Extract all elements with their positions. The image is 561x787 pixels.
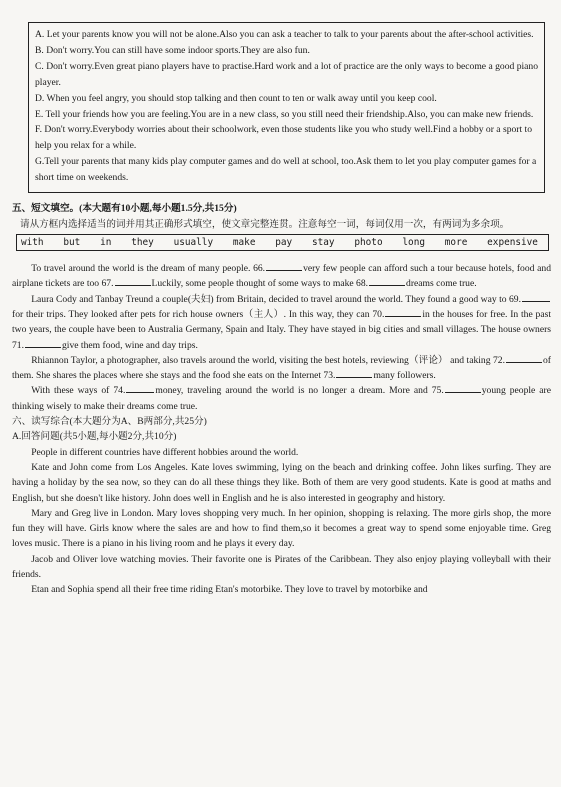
option-c: C. Don't worry.Even great piano players have to practise.Hard work and a lot of practice are the only ways to become a good piano player.	[35, 60, 539, 88]
section-6-heading: 六、读写综合(本大题分为A、B两部分,共25分)	[12, 416, 207, 428]
blank-72[interactable]	[506, 353, 542, 363]
option-b: B. Don't worry.You can still have some indoor sports.They are also fun.	[35, 44, 310, 56]
word-item: but	[63, 237, 81, 249]
blank-70[interactable]	[385, 307, 421, 317]
blank-67[interactable]	[115, 276, 151, 286]
section-5-heading: 五、短文填空。(本大题有10小题,每小题1.5分,共15分)	[12, 203, 237, 215]
blank-69[interactable]	[522, 292, 550, 302]
word-item: stay	[312, 237, 335, 249]
word-item: photo	[354, 237, 383, 249]
blank-75[interactable]	[445, 383, 481, 393]
word-item: in	[100, 237, 112, 249]
reading-paragraph: People in different countries have different hobbies around the world.	[31, 446, 299, 458]
reading-paragraph: Jacob and Oliver love watching movies. Their favorite one is Pirates of the Caribbean. They also enjoy playing volleyball with their friends.	[12, 553, 551, 580]
word-item: long	[402, 237, 425, 249]
word-item: they	[131, 237, 154, 249]
option-d: D. When you feel angry, you should stop talking and then count to ten or walk away until you keep cool.	[35, 92, 437, 104]
passage-paragraph-1: To travel around the world is the dream of many people. 66. very few people can afford such a tour because hotels, food and airplane tickets are too 67. Luckily, some people thought of some ways to make 68. dreams come true.	[12, 263, 551, 290]
options-box	[28, 22, 545, 193]
word-item: more	[444, 237, 468, 249]
option-e: E. Tell your friends how you are feeling.You are in a new class, so you still need their friendship.Also, you can make new friends.	[35, 108, 534, 120]
blank-73[interactable]	[336, 368, 372, 378]
blank-68[interactable]	[369, 276, 405, 286]
reading-paragraph: Mary and Greg live in London. Mary loves shopping very much. In her opinion, shopping is relaxing. The more girls shop, the more fun they will have. Girls know where the sales are and how to find them,so it becomes a great way to spend some enjoyable time. Greg loves music. There is a piano in his living room and he plays it every day.	[12, 507, 551, 550]
word-item: usually	[173, 237, 214, 249]
reading-paragraph: Etan and Sophia spend all their free time riding Etan's motorbike. They love to travel by motorbike and	[31, 584, 428, 596]
blank-66[interactable]	[266, 261, 302, 271]
passage-paragraph-2: Laura Cody and Tanbay Treund a couple(夫妇) from Britain, decided to travel around the world. They found a good way to 69.for their trips. They looked after pets for rich house owners（主人）. In this way, they can 70. in the houses for free. In the past two years, the couple have been to Australia Germany, Spain and Italy. They have stayed in big cities and small villages. The house owners 71. give them food, wine and day trips.	[12, 293, 551, 351]
passage-paragraph-3: Rhiannon Taylor, a photographer, also travels around the world, visiting the best hotels, reviewing（评论） and taking 72. of them. She shares the places where she stays and the food she eats on the Internet 73. many followers.	[12, 354, 551, 382]
section-5-instruction: 请从方框内选择适当的词并用其正确形式填空，使文章完整连贯。注意每空一词，每词仅用一次，有两词为多余项。	[20, 218, 510, 230]
word-item: with	[21, 237, 44, 249]
passage-paragraph-4: With these ways of 74. money, traveling around the world is no longer a dream. More and 75. young people are thinking wisely to make their dreams come true.	[12, 385, 551, 412]
word-item: make	[232, 237, 256, 249]
word-item: expensive	[487, 237, 538, 249]
section-6-subheading: A.回答问题(共5小题,每小题2分,共10分)	[12, 431, 177, 443]
blank-74[interactable]	[126, 383, 154, 393]
word-item: pay	[275, 237, 293, 249]
option-a: A. Let your parents know you will not be alone.Also you can ask a teacher to talk to your parents about the after-school activities.	[35, 29, 534, 40]
blank-71[interactable]	[25, 338, 61, 348]
cloze-passage	[12, 261, 551, 598]
option-f: F. Don't worry.Everybody worries about their schoolwork, even those students like you who study well.Find a hobby or a sport to help you relax for a while.	[35, 124, 533, 152]
word-bank	[16, 234, 549, 251]
exam-page	[0, 22, 561, 787]
option-g: G.Tell your parents that many kids play computer games and do well at school, too.Ask them to let you play computer games for a short time on weekends.	[35, 156, 537, 184]
reading-paragraph: Kate and John come from Los Angeles. Kate loves swimming, lying on the beach and drinking coffee. John likes surfing. They are having a holiday by the sea now, so they can do all these things they like. Both of them are very good students. Kate is good at maths and English, but she doesn't like history. John does well in English and he is also interested in geography and history.	[12, 461, 551, 504]
